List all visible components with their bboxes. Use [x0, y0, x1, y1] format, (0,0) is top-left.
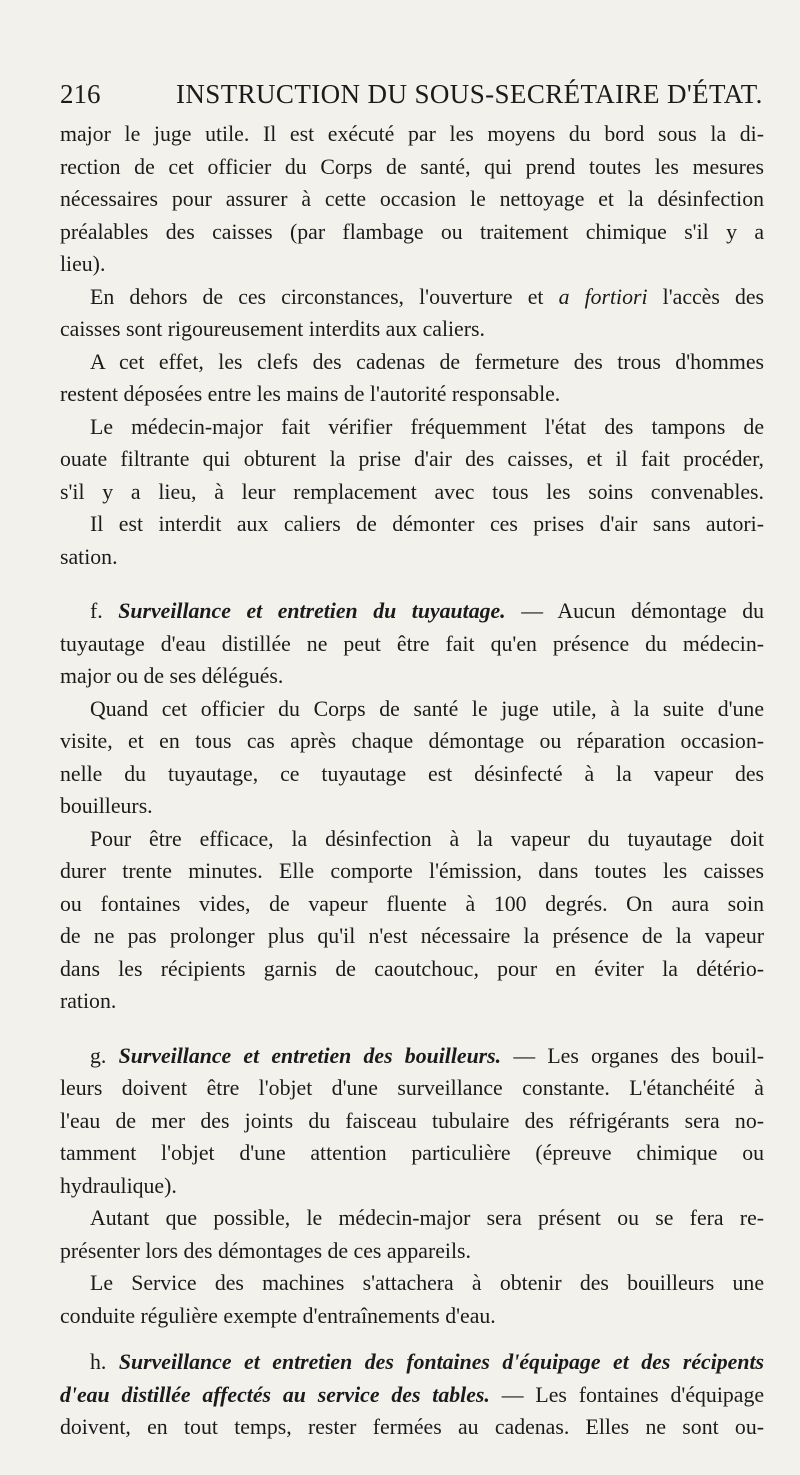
section-letter: f.: [90, 599, 103, 623]
text-line: [60, 281, 764, 314]
text-line: durer trente minutes. Elle comporte l'émission, dans toutes les caisses: [60, 859, 764, 883]
text-line: ration.: [60, 989, 117, 1013]
section-title: Surveillance et entretien des bouilleurs.: [118, 1043, 502, 1068]
text-fragment: En dehors de ces circonstances, l'ouverture et: [90, 284, 544, 309]
text-line: Il est interdit aux caliers de démonter ces prises d'air sans autori-: [90, 512, 764, 536]
text-line: ou fontaines vides, de vapeur fluente à 100 degrés. On aura soin: [60, 891, 764, 916]
text-line: sation.: [60, 544, 118, 569]
text-line: dans les récipients garnis de caoutchouc, pour en éviter la détério-: [60, 956, 764, 981]
text-line: doivent, en tout temps, rester fermées au cadenas. Elles ne sont ou-: [60, 1415, 764, 1439]
text-line: s'il y a lieu, à leur remplacement avec tous les soins convenables.: [60, 479, 764, 504]
text-line: Autant que possible, le médecin-major sera présent ou se fera re-: [90, 1206, 764, 1230]
text-line: nelle du tuyautage, ce tuyautage est désinfecté à la vapeur des: [60, 761, 764, 786]
text-fragment: — Les organes des bouil-: [513, 1043, 765, 1068]
running-title: INSTRUCTION DU SOUS-SECRÉTAIRE D'ÉTAT.: [176, 79, 763, 109]
text-line: rection de cet officier du Corps de santé, qui prend toutes les mesures: [60, 154, 764, 179]
text-line: lieu).: [60, 252, 106, 276]
text-line: présenter lors des démontages de ces appareils.: [60, 1238, 471, 1263]
text-line: préalables des caisses (par flambage ou traitement chimique s'il y a: [60, 219, 764, 244]
text-line: A cet effet, les clefs des cadenas de fermeture des trous d'hommes: [90, 349, 764, 374]
section-gap: [60, 1332, 764, 1346]
text-line: restent déposées entre les mains de l'autorité responsable.: [60, 382, 561, 406]
section-heading-line: [60, 595, 764, 628]
section-heading-line: [60, 1040, 764, 1073]
text-line: Quand cet officier du Corps de santé le juge utile, à la suite d'une: [90, 696, 764, 721]
text-fragment: — Les fontaines d'équipage: [501, 1382, 765, 1407]
text-line: tuyautage d'eau distillée ne peut être fait qu'en présence du médecin-: [60, 631, 764, 656]
text-line: l'eau de mer des joints du faisceau tubulaire des réfrigérants sera no-: [60, 1108, 764, 1133]
page-number: 216: [60, 79, 101, 109]
body-text: [60, 118, 764, 1444]
page-header: [60, 74, 763, 114]
text-line: bouilleurs.: [60, 794, 153, 818]
text-line: tamment l'objet d'une attention particulière (épreuve chimique ou: [60, 1141, 764, 1165]
text-line: caisses sont rigoureusement interdits aux caliers.: [60, 317, 485, 341]
section-heading-line: [60, 1346, 764, 1379]
text-line: major ou de ses délégués.: [60, 664, 284, 688]
text-line: Le médecin-major fait vérifier fréquemment l'état des tampons de: [90, 414, 764, 439]
text-line: major le juge utile. Il est exécuté par les moyens du bord sous la di-: [60, 122, 764, 146]
text-line: Pour être efficace, la désinfection à la vapeur du tuyautage doit: [90, 826, 764, 851]
section-letter: h.: [90, 1350, 107, 1374]
text-line: Le Service des machines s'attachera à obtenir des bouilleurs une: [90, 1271, 764, 1295]
text-line: leurs doivent être l'objet d'une surveillance constante. L'étanchéité à: [60, 1076, 764, 1100]
section-title: Surveillance et entretien des fontaines d'équipage et des récipents: [118, 1350, 764, 1374]
section-heading-line: [60, 1379, 764, 1412]
italic-phrase: a fortiori: [558, 284, 648, 309]
section-gap: [60, 573, 764, 595]
text-fragment: — Aucun démontage du: [521, 599, 764, 623]
section-title: Surveillance et entretien du tuyautage.: [118, 599, 506, 623]
section-gap: [60, 1018, 764, 1040]
text-line: visite, et en tous cas après chaque démontage ou réparation occasion-: [60, 729, 764, 753]
text-line: conduite régulière exempte d'entraînements d'eau.: [60, 1303, 496, 1328]
section-letter: g.: [90, 1043, 107, 1068]
section-title: d'eau distillée affectés au service des tables.: [60, 1382, 490, 1407]
text-fragment: l'accès des: [662, 284, 764, 309]
text-line: nécessaires pour assurer à cette occasion le nettoyage et la désinfection: [60, 187, 764, 211]
text-line: de ne pas prolonger plus qu'il n'est nécessaire la présence de la vapeur: [60, 924, 764, 948]
text-line: hydraulique).: [60, 1173, 177, 1198]
text-line: ouate filtrante qui obturent la prise d'air des caisses, et il fait procéder,: [60, 447, 764, 471]
